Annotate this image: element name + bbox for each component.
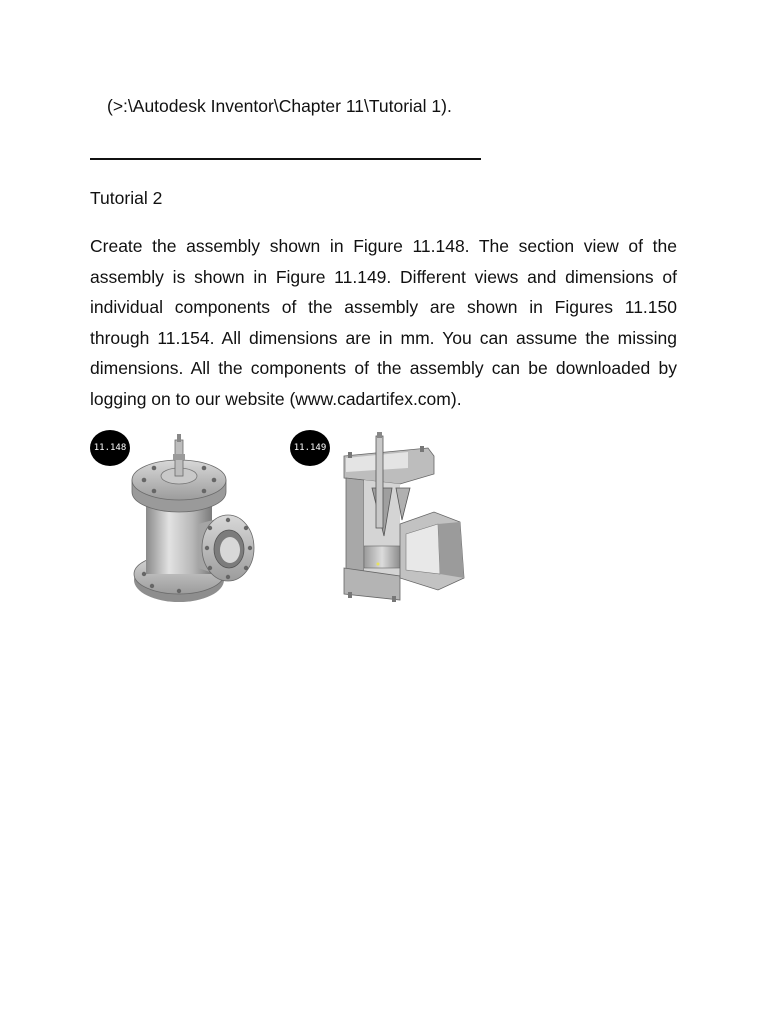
tutorial-body-text: Create the assembly shown in Figure 11.148. The section view of the assembly is shown in Figure 11.149. Different views and dimensions of individual components of the assembly are shown in Figures 11.150 through 11.154. All dimensions are in mm. You can assume the missing dimensions. All the components of the assembly can be downloaded by logging on to our website (www.cadartifex.com). <box>90 236 677 409</box>
figure-badge: 11.149 <box>290 430 330 466</box>
tutorial-heading: Tutorial 2 <box>90 188 163 208</box>
figure-11-149 <box>288 428 478 610</box>
figure-badge: 11.148 <box>90 430 130 466</box>
path-line: (>:\Autodesk Inventor\Chapter 11\Tutorial 1). <box>107 96 452 116</box>
figure-11-148 <box>88 428 278 610</box>
horizontal-rule <box>90 158 481 160</box>
